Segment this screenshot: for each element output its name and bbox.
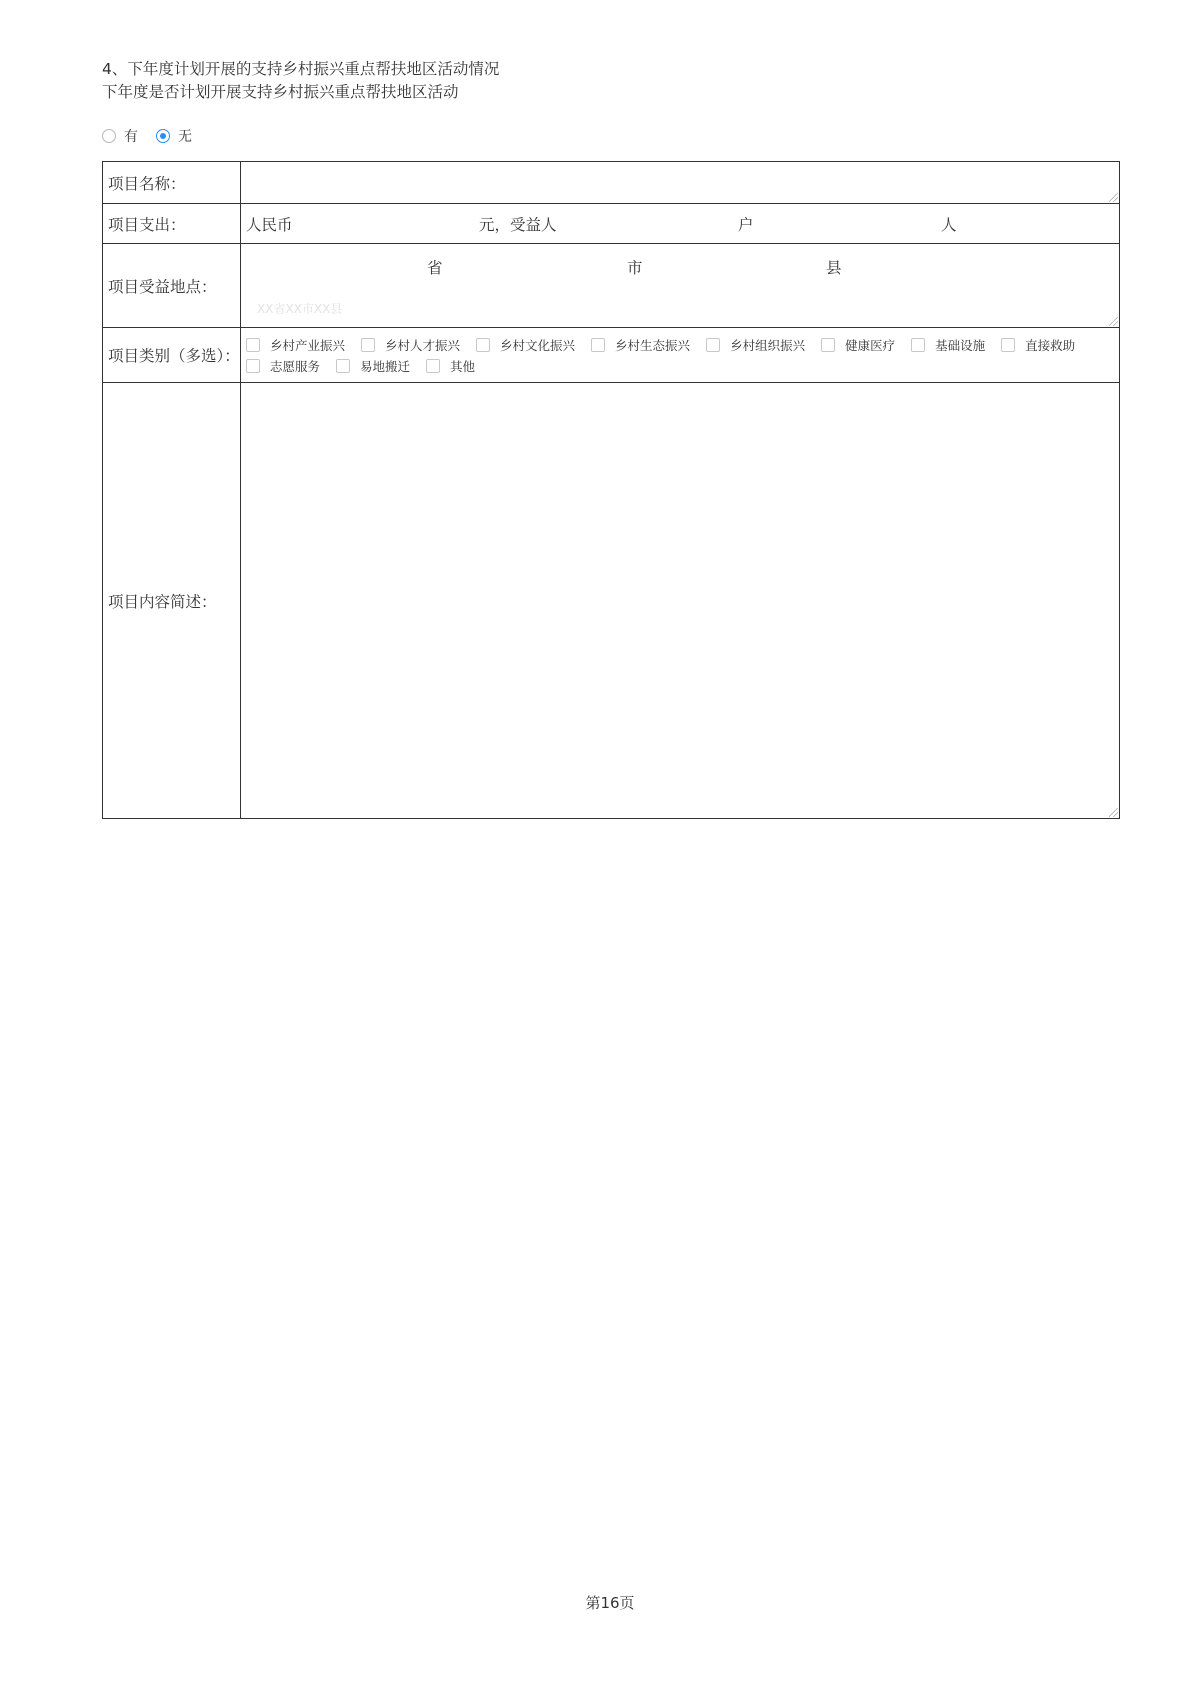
row-project-location [103,244,1120,328]
category-checkbox[interactable] [821,334,895,355]
resize-handle-icon[interactable] [1109,193,1118,202]
project-location-label: 项目受益地点： [103,244,241,328]
project-category-label: 项目类别（多选）： [103,328,241,383]
category-checkbox-label: 乡村文化振兴 [500,337,576,353]
plan-radio-group [102,126,210,146]
checkbox-icon[interactable] [246,359,260,373]
category-checkbox[interactable] [246,355,320,376]
category-checkbox-label: 乡村人才振兴 [385,337,461,353]
resize-handle-icon[interactable] [1109,317,1118,326]
checkbox-icon[interactable] [246,338,260,352]
expense-people-text: 人 [941,216,957,234]
category-checkbox-label: 健康医疗 [845,337,896,353]
checkbox-icon[interactable] [591,338,605,352]
checkbox-icon[interactable] [476,338,490,352]
location-placeholder: XX省XX市XX县 [257,302,343,316]
project-description-field[interactable] [241,383,1120,819]
expense-currency-text: 人民币 [246,216,293,234]
category-checkbox[interactable] [336,355,410,376]
category-checkbox[interactable] [706,334,805,355]
radio-option-yes[interactable] [102,126,138,146]
checkbox-icon[interactable] [336,359,350,373]
resize-handle-icon[interactable] [1109,808,1118,817]
row-project-expense [103,204,1120,244]
row-project-category [103,328,1120,383]
checkbox-icon[interactable] [426,359,440,373]
radio-label-no: 无 [178,129,192,145]
category-checkbox[interactable] [1001,334,1075,355]
category-checkbox[interactable] [246,334,345,355]
category-checkbox-list [241,331,1119,379]
category-checkbox-label: 易地搬迁 [360,358,411,374]
project-location-field[interactable] [241,244,1120,328]
project-category-field [241,328,1120,383]
radio-unchecked-icon[interactable] [102,129,116,143]
location-city-text: 市 [627,259,643,277]
category-checkbox-label: 志愿服务 [270,358,321,374]
project-description-label: 项目内容简述： [103,383,241,819]
radio-label-yes: 有 [124,129,138,145]
checkbox-icon[interactable] [706,338,720,352]
row-project-description [103,383,1120,819]
section-question: 下年度是否计划开展支持乡村振兴重点帮扶地区活动 [102,83,459,101]
project-expense-label: 项目支出： [103,204,241,244]
checkbox-icon[interactable] [821,338,835,352]
project-form-table [102,161,1120,819]
category-checkbox-label: 直接救助 [1025,337,1076,353]
checkbox-icon[interactable] [911,338,925,352]
section-heading [102,58,499,104]
page-number: 第16页 [585,1594,635,1612]
category-checkbox[interactable] [476,334,575,355]
expense-yuan-text: 元，受益人 [479,216,557,234]
location-county-text: 县 [826,259,842,277]
category-checkbox[interactable] [591,334,690,355]
row-project-name [103,162,1120,204]
expense-households-text: 户 [738,216,754,234]
category-checkbox-label: 其他 [450,358,476,374]
project-name-field[interactable] [241,162,1120,204]
category-checkbox-label: 乡村生态振兴 [615,337,691,353]
checkbox-icon[interactable] [1001,338,1015,352]
category-checkbox[interactable] [911,334,985,355]
project-name-label: 项目名称： [103,162,241,204]
radio-option-no[interactable] [156,126,192,146]
category-checkbox-label: 基础设施 [935,337,986,353]
checkbox-icon[interactable] [361,338,375,352]
category-checkbox[interactable] [426,355,475,376]
category-checkbox[interactable] [361,334,460,355]
location-province-text: 省 [427,259,443,277]
category-checkbox-label: 乡村组织振兴 [730,337,806,353]
category-checkbox-label: 乡村产业振兴 [270,337,346,353]
project-expense-field[interactable] [241,204,1120,244]
section-title: 4、下年度计划开展的支持乡村振兴重点帮扶地区活动情况 [102,60,500,78]
radio-checked-icon[interactable] [156,129,170,143]
